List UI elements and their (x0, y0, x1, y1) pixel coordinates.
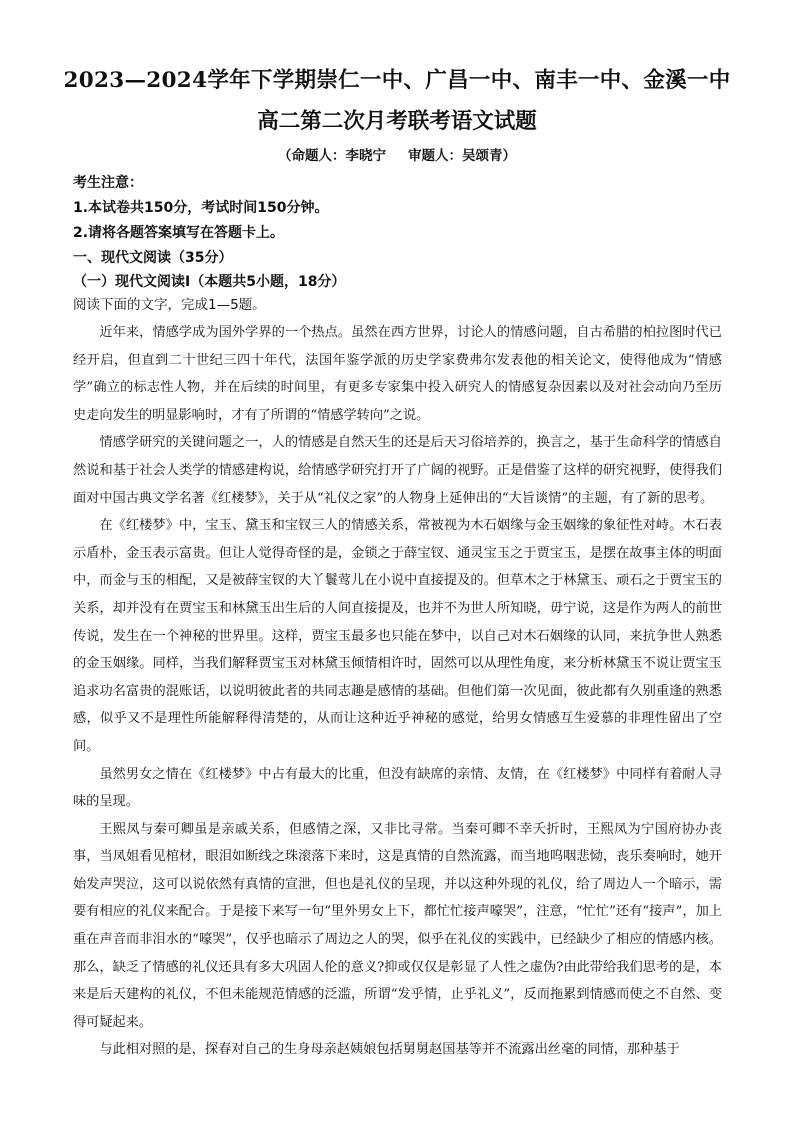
notice-item-1: 1.本试卷共150分，考试时间150分钟。 (73, 200, 329, 216)
section-heading: 一、现代文阅读（35分） (73, 250, 233, 266)
notice-heading: 考生注意： (73, 175, 143, 191)
notice-item-2: 2.请将各题答案填写在答题卡上。 (73, 225, 285, 241)
passage-paragraph: 情感学研究的关键问题之一，人的情感是自然天生的还是后天习俗培养的，换言之，基于生命科学的情感自然说和基于社会人类学的情感建构说，给情感学研究打开了广阔的视野。正是借鉴了这样的研究视野，使得我们面对中国古典文学名著《红楼梦》，关于从“礼仪之家”的人物身上延伸出的“大旨谈情”的主题，有了新的思考。 (73, 435, 722, 506)
exam-title-line2: 高二第二次月考联考语文试题 (257, 109, 537, 134)
exam-title-line1: 2023—2024学年下学期崇仁一中、广昌一中、南丰一中、金溪一中 (63, 68, 731, 93)
passage-paragraph: 虽然男女之情在《红楼梦》中占有最大的比重，但没有缺席的亲情、友情，在《红楼梦》中同样有着耐人寻味的呈现。 (73, 766, 722, 810)
passage-paragraph: 在《红楼梦》中，宝玉、黛玉和宝钗三人的情感关系，常被视为木石姻缘与金玉姻缘的象征性对峙。木石表示盾朴，金玉表示富贵。但让人觉得奇怪的是，金锁之于薛宝钗、通灵宝玉之于贾宝玉，是摆在故事主体的明面中，而金与玉的相配，又是被薛宝钗的大丫鬟莺儿在小说中直接提及的。但草木之于林黛玉、顽石之于贾宝玉的关系，却并没有在贾宝玉和林黛玉出生后的人间直接提及，也并不为世人所知晓，毋宁说，这是作为两人的前世传说，发生在一个神秘的世界里。这样，贾宝玉最多也只能在梦中，以自己对木石姻缘的认同，来抗争世人熟悉的金玉姻缘。同样，当我们解释贾宝玉对林黛玉倾情相许时，固然可以从理性角度，来分析林黛玉不说让贾宝玉追求功名富贵的混账话，以说明彼此者的共同志趣是感情的基础。但他们第一次见面，彼此都有久别重逢的熟悉感，似乎又不是理性所能解释得清楚的，从而让这种近乎神秘的感觉，给男女情感互生爱慕的非理性留出了空间。 (73, 518, 722, 754)
passage-paragraph: 近年来，情感学成为国外学界的一个热点。虽然在西方世界，讨论人的情感问题，自古希腊的柏拉图时代已经开启，但直到二十世纪三四十年代，法国年鉴学派的历史学家费弗尔发表他的相关论文，使得他成为“情感学”确立的标志性人物，并在后续的时间里，有更多专家集中投入研究人的情感复杂因素以及对社会动向乃至历史走向发生的明显影响时，才有了所谓的“情感学转向”之说。 (73, 325, 722, 423)
authors-line (40, 146, 754, 166)
passage-paragraph: 王熙凤与秦可卿虽是亲戚关系，但感情之深，又非比寻常。当秦可卿不幸夭折时，王熙凤为宁国府协办丧事，当凤姐看见棺材，眼泪如断线之珠滚落下来时，这是真情的自然流露，而当地呜咽悲恸，丧乐奏响时，她开始发声哭泣，这可以说依然有真情的宣泄，但也是礼仪的呈现，并以这种外现的礼仪，给了周边人一个暗示，需要有相应的礼仪来配合。于是接下来写一句“里外男女上下，都忙忙接声嚎哭”，注意，“忙忙”还有“接声”，加上重在声音而非泪水的“嚎哭”，仅乎也暗示了周边之人的哭，似乎在礼仪的实践中，已经缺少了相应的情感内核。那么，缺乏了情感的礼仪还具有多大巩固人伦的意义?抑或仅仅是彰显了人性之虚伪?由此带给我们思考的是，本来是后天建构的礼仪，不但未能规范情感的泛滥，所谓“发乎情，止乎礼义”，反而拖累到情感而使之不自然、变得可疑起来。 (73, 821, 722, 1030)
passage-paragraph: 与此相对照的是，探春对自己的生身母亲赵姨娘包括舅舅赵国基等并不流露出丝毫的同情，那种基于 (99, 1042, 680, 1058)
setter-label: （命题人：李晓宁 (278, 148, 386, 164)
subsection-heading: （一）现代文阅读Ⅰ（本题共5小题，18分） (73, 274, 346, 290)
reading-passage (73, 319, 722, 1064)
reviewer-label: 审题人：吴颂青） (408, 148, 516, 164)
reading-instruction: 阅读下面的文字，完成1—5题。 (73, 297, 266, 313)
